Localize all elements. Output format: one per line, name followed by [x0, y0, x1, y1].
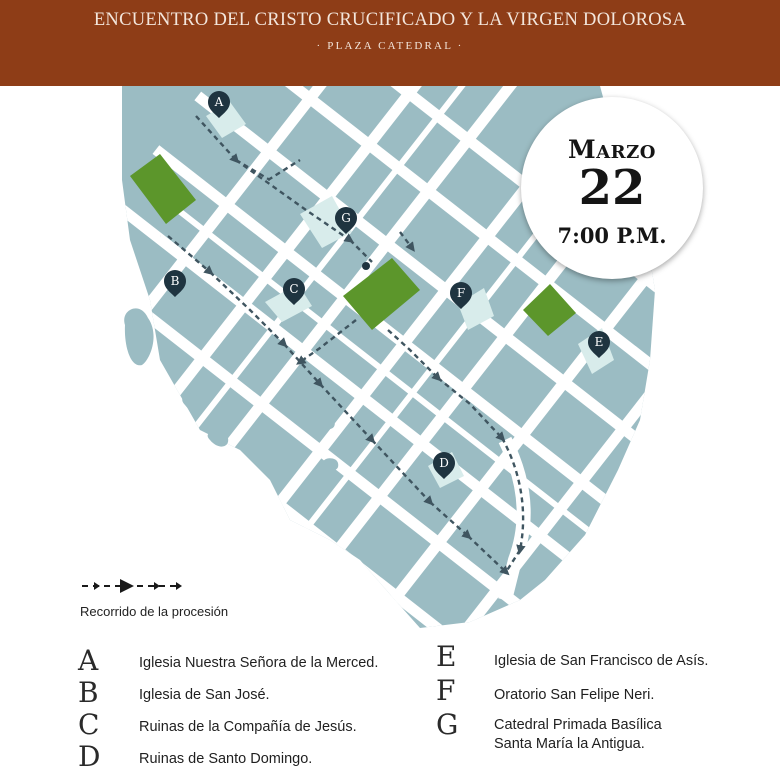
route-legend-icon	[80, 578, 190, 594]
pin-g-label: G	[341, 211, 351, 225]
date-time: 7:00 P.M.	[557, 223, 667, 248]
pin-f-label: F	[456, 286, 466, 300]
legend-text-a: Iglesia Nuestra Señora de la Merced.	[139, 655, 379, 671]
legend-item-b	[78, 676, 398, 712]
legend-letter-e: E	[436, 640, 457, 673]
legend-item-f	[436, 674, 756, 710]
date-month: Marzo	[568, 135, 656, 164]
legend-text-b: Iglesia de San José.	[139, 687, 270, 703]
pin-d-label: D	[439, 456, 449, 470]
date-badge	[521, 97, 703, 279]
page-title: ENCUENTRO DEL CRISTO CRUCIFICADO Y LA VIRGEN DOLOROSA	[93, 10, 687, 30]
legend-item-e	[436, 640, 756, 676]
legend-item-a	[78, 644, 398, 680]
legend-letter-g: G	[436, 708, 459, 741]
legend-letter-c: C	[78, 708, 100, 741]
legend-text-d: Ruinas de Santo Domingo.	[139, 751, 313, 767]
page-subtitle: · PLAZA CATEDRAL ·	[316, 40, 464, 52]
legend-text-c: Ruinas de la Compañía de Jesús.	[139, 719, 357, 735]
legend-letter-f: F	[436, 674, 456, 707]
legend-item-c	[78, 708, 398, 744]
legend-item-d	[78, 740, 398, 776]
legend-text-e: Iglesia de San Francisco de Asís.	[494, 653, 709, 669]
pin-e-label: E	[594, 335, 604, 349]
legend-letter-d: D	[78, 740, 101, 773]
legend-item-g	[436, 708, 756, 756]
pin-a-label: A	[214, 95, 224, 109]
header-banner	[0, 0, 780, 86]
cathedral-dot	[362, 262, 370, 270]
legend-text-g: Catedral Primada Basílica	[494, 717, 662, 733]
legend-text-g-line2: Santa María la Antigua.	[494, 736, 645, 752]
pin-c-label: C	[289, 282, 299, 296]
legend-text-f: Oratorio San Felipe Neri.	[494, 687, 655, 703]
date-day: 22	[578, 160, 646, 216]
legend-letter-b: B	[78, 676, 99, 709]
legend-letter-a: A	[78, 644, 99, 677]
pin-b-label: B	[170, 274, 180, 288]
route-legend-label: Recorrido de la procesión	[80, 604, 229, 619]
